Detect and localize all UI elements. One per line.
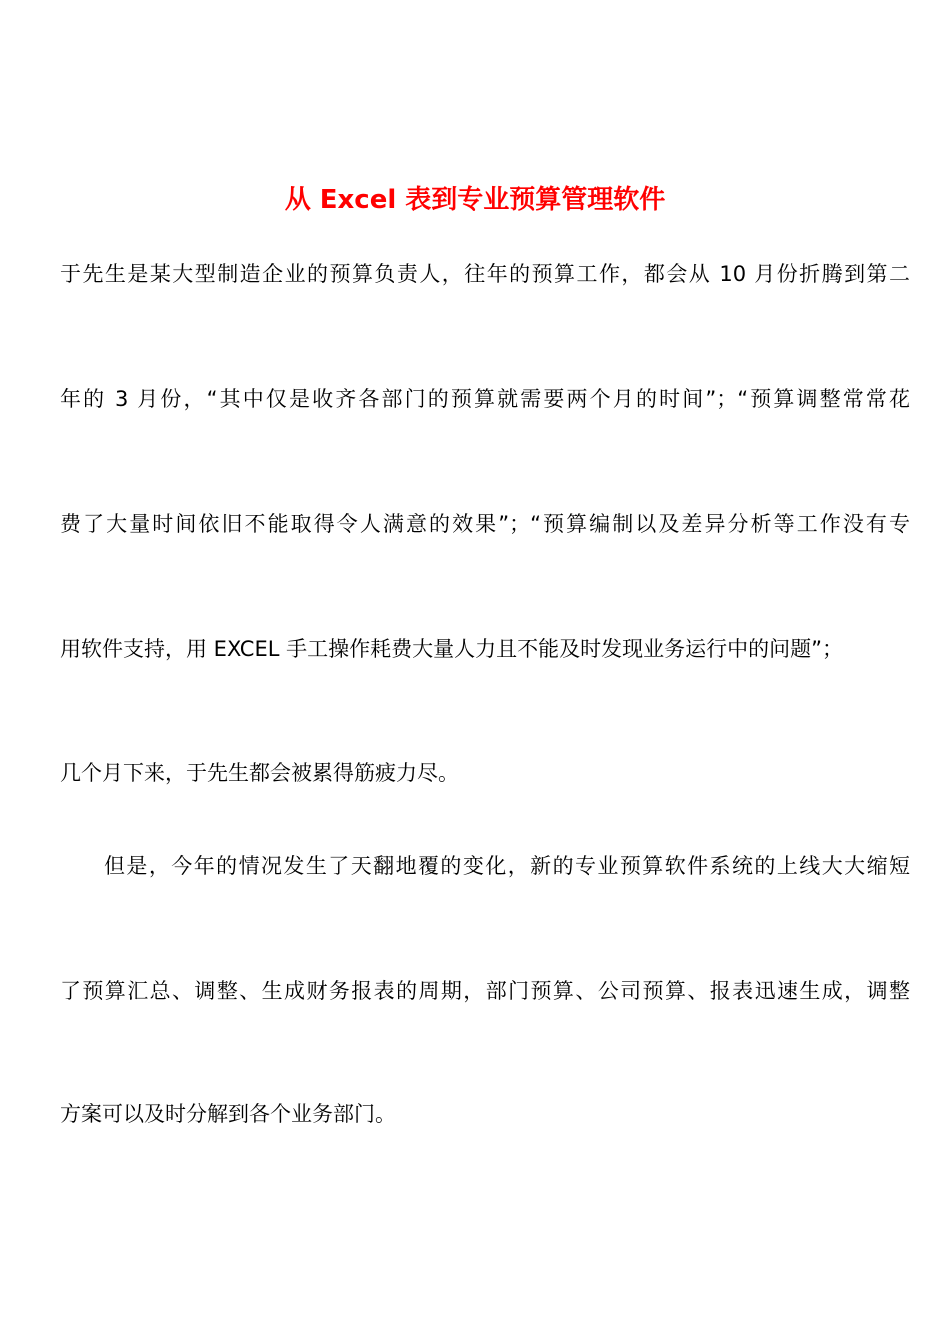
paragraph-2-line-2: 了预算汇总、调整、生成财务报表的周期，部门预算、公司预算、报表迅速生成，调整 bbox=[60, 979, 910, 1003]
paragraph-1-line-1: 于先生是某大型制造企业的预算负责人，往年的预算工作，都会从 10 月份折腾到第二 bbox=[60, 262, 910, 286]
paragraph-1-line-3: 费了大量时间依旧不能取得令人满意的效果”；“预算编制以及差异分析等工作没有专 bbox=[60, 512, 910, 536]
document-title: 从 Excel 表到专业预算管理软件 bbox=[284, 185, 666, 215]
paragraph-2-line-3: 方案可以及时分解到各个业务部门。 bbox=[60, 1102, 396, 1126]
paragraph-2-line-1: 但是，今年的情况发生了天翻地覆的变化，新的专业预算软件系统的上线大大缩短 bbox=[104, 854, 910, 878]
paragraph-1-line-5: 几个月下来，于先生都会被累得筋疲力尽。 bbox=[60, 761, 459, 785]
paragraph-1-line-4: 用软件支持，用 EXCEL 手工操作耗费大量人力且不能及时发现业务运行中的问题”； bbox=[60, 637, 843, 661]
paragraph-1-line-2: 年的 3 月份，“其中仅是收齐各部门的预算就需要两个月的时间”；“预算调整常常花 bbox=[60, 387, 910, 411]
